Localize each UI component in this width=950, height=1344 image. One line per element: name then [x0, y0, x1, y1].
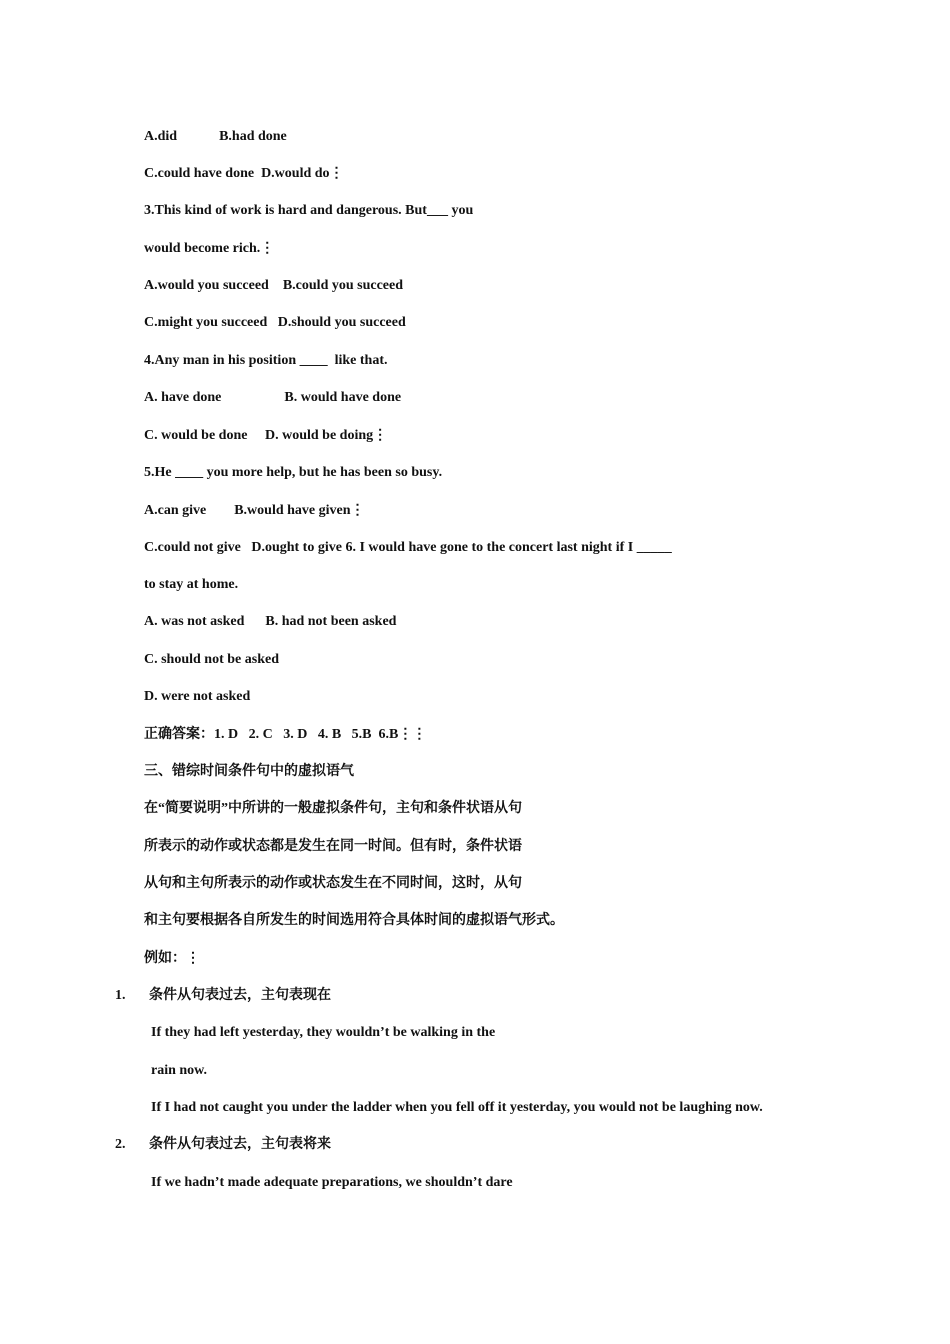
option-line: A. have done B. would have done [144, 390, 402, 405]
option-line: A.did B.had done [144, 129, 287, 144]
example-sentence: If we hadn’t made adequate preparations, we shouldn’t dare [151, 1175, 513, 1190]
option-line: C. would be done D. would be doing⋮ [144, 428, 388, 443]
option-line: C. should not be asked [144, 652, 279, 667]
body-text: 和主句要根据各自所发生的时间选用符合具体时间的虚拟语气形式。 [144, 913, 564, 928]
list-number: 2. [115, 1137, 126, 1152]
body-text: 所表示的动作或状态都是发生在同一时间。但有时，条件状语 [144, 839, 522, 854]
example-sentence: rain now. [151, 1063, 208, 1078]
list-heading: 条件从句表过去，主句表现在 [149, 988, 331, 1003]
option-line: D. were not asked [144, 689, 251, 704]
body-text: 例如：⋮ [144, 951, 200, 966]
list-heading: 条件从句表过去，主句表将来 [149, 1137, 331, 1152]
option-line: C.could have done D.would do⋮ [144, 166, 344, 181]
option-line: A. was not asked B. had not been asked [144, 614, 397, 629]
option-line: A.can give B.would have given⋮ [144, 503, 365, 518]
example-sentence: If I had not caught you under the ladder when you fell off it yesterday, you would not be laughing now. [151, 1100, 763, 1115]
body-text: 从句和主句所表示的动作或状态发生在不同时间，这时，从句 [144, 876, 522, 891]
question-line: 3.This kind of work is hard and dangerous. But___ you [144, 203, 474, 218]
option-line: C.could not give D.ought to give 6. I would have gone to the concert last night if I _____ [144, 540, 672, 555]
question-line: to stay at home. [144, 577, 239, 592]
section-heading: 三、错综时间条件句中的虚拟语气 [144, 764, 354, 779]
question-line: would become rich.⋮ [144, 241, 275, 256]
option-line: A.would you succeed B.could you succeed [144, 278, 404, 293]
question-line: 5.He ____ you more help, but he has been so busy. [144, 465, 443, 480]
body-text: 在“简要说明”中所讲的一般虚拟条件句，主句和条件状语从句 [144, 801, 522, 816]
example-sentence: If they had left yesterday, they wouldn’t be walking in the [151, 1025, 496, 1040]
list-number: 1. [115, 988, 126, 1003]
option-line: C.might you succeed D.should you succeed [144, 315, 406, 330]
answer-key: 正确答案：1. D 2. C 3. D 4. B 5.B 6.B⋮⋮ [144, 727, 427, 742]
question-line: 4.Any man in his position ____ like that. [144, 353, 388, 368]
